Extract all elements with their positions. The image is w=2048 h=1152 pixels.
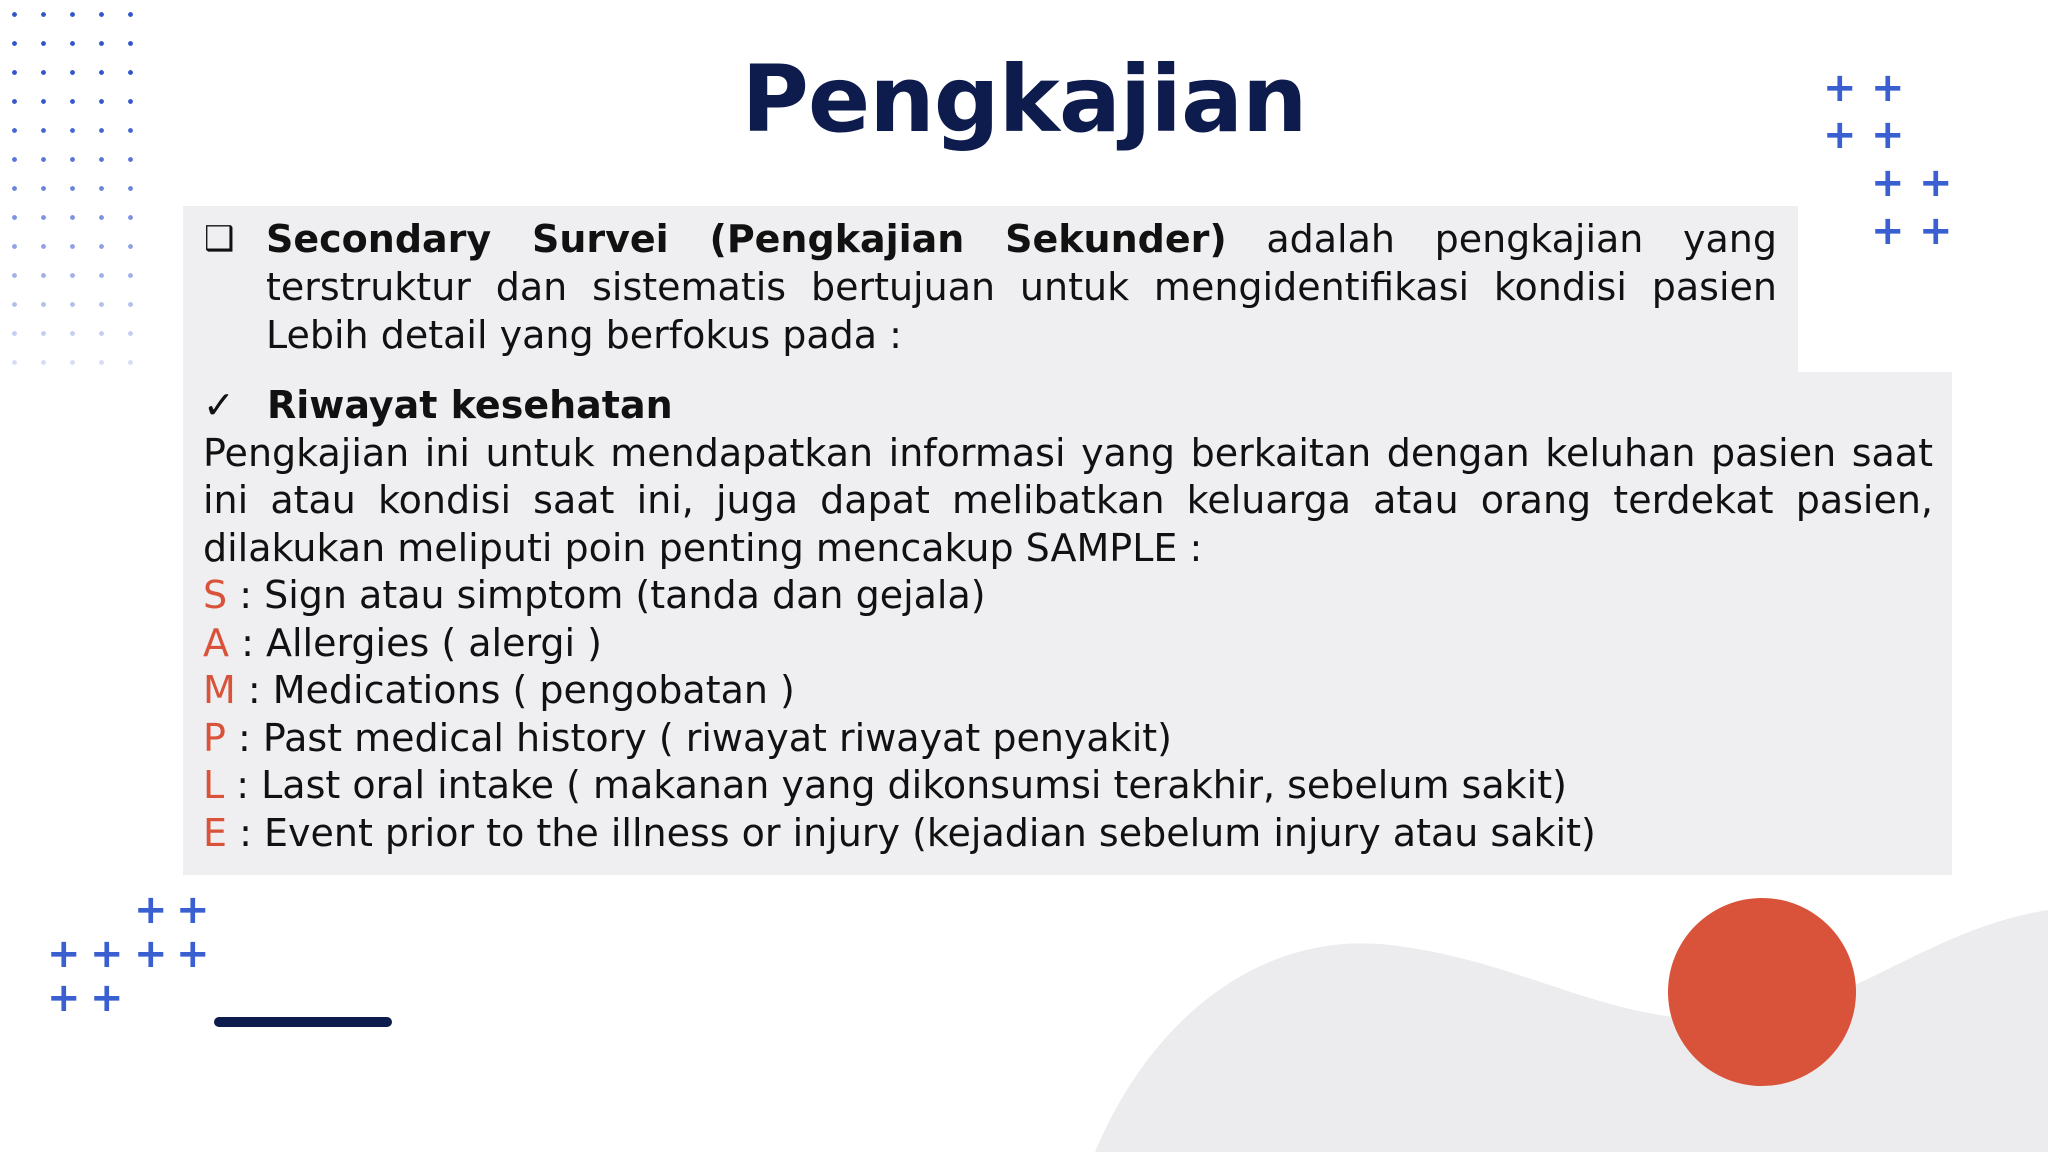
content-block (203, 382, 1933, 857)
plus-icon: + (134, 931, 168, 977)
plus-icon: + (176, 931, 210, 977)
plus-icon: + (1871, 112, 1905, 158)
section-heading-row (203, 382, 1933, 430)
sample-item (203, 715, 1933, 763)
sample-letter: P (203, 715, 226, 760)
sample-letter: S (203, 573, 228, 617)
plus-icon: + (176, 887, 210, 933)
plus-icon: + (90, 931, 124, 977)
plus-icon: + (1919, 208, 1953, 254)
sample-item (203, 762, 1933, 810)
sample-text: : Last oral intake ( makanan yang dikonsumsi terakhir, sebelum sakit) (224, 763, 1567, 807)
plus-icon: + (47, 931, 81, 977)
plus-icon: + (1871, 208, 1905, 254)
intro-description: adalah pengkajian yang terstruktur dan sistematis bertujuan untuk mengidentifikasi kondisi pasien Lebih detail yang berfokus pada : (266, 217, 1777, 357)
plus-icon: + (1871, 65, 1905, 111)
sample-text: : Past medical history ( riwayat riwayat penyakit) (225, 715, 1172, 760)
intro-bold-term: Secondary Survei (Pengkajian Sekunder) (266, 217, 1227, 261)
plus-icon: + (1919, 160, 1953, 206)
page-title: Pengkajian (741, 46, 1307, 153)
plus-icon: + (90, 975, 124, 1021)
navy-bar-decoration (214, 1017, 392, 1027)
sample-text: : Allergies ( alergi ) (229, 620, 603, 665)
sample-text: : Event prior to the illness or injury (kejadian sebelum injury atau sakit) (227, 810, 1596, 855)
checkmark-icon: ✓ (203, 383, 235, 427)
sample-letter: M (203, 668, 236, 712)
intro-text (266, 215, 1777, 359)
sample-item (203, 810, 1933, 858)
plus-icon: + (134, 887, 168, 933)
plus-icon: + (47, 975, 81, 1021)
sample-letter: A (203, 620, 229, 665)
section-heading: Riwayat kesehatan (267, 383, 673, 427)
sample-item (203, 620, 1933, 668)
sample-text: : Sign atau simptom (tanda dan gejala) (227, 573, 986, 617)
checkbox-square-icon: ❑ (204, 219, 235, 259)
red-circle-decoration (1668, 898, 1856, 1086)
sample-text: : Medications ( pengobatan ) (235, 668, 795, 712)
plus-icon: + (1823, 65, 1857, 111)
sample-item (203, 667, 1933, 715)
sample-item (203, 572, 1933, 620)
section-paragraph: Pengkajian ini untuk mendapatkan informasi yang berkaitan dengan keluhan pasien saat ini atau kondisi saat ini, juga dapat melibatkan keluarga atau orang terdekat pasien, dilakukan meliputi poin penting mencakup SAMPLE : (203, 430, 1933, 570)
plus-icon: + (1871, 160, 1905, 206)
plus-icon: + (1823, 112, 1857, 158)
sample-letter: E (203, 810, 228, 855)
intro-block (204, 215, 1777, 359)
sample-letter: L (203, 763, 225, 807)
